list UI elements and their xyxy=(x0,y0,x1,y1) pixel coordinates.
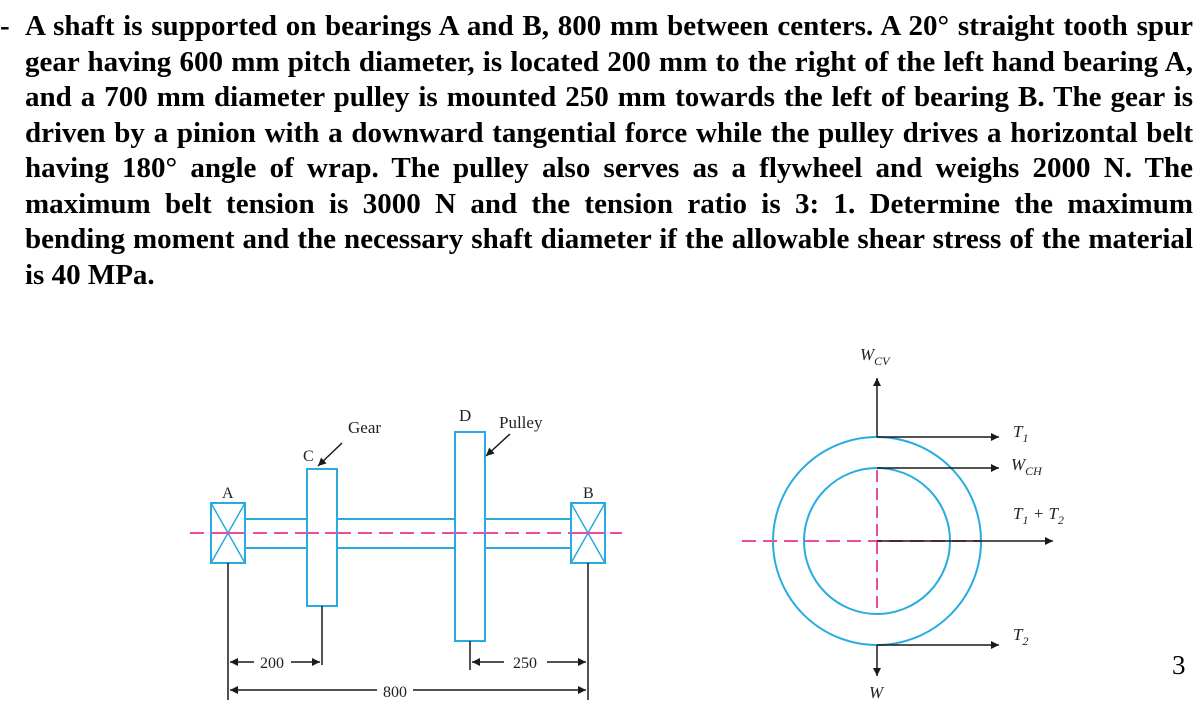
pulley-point-label: D xyxy=(459,406,472,425)
shaft-diagram xyxy=(190,406,622,701)
pulley-label: Pulley xyxy=(499,413,543,432)
bearing-a-symbol xyxy=(211,503,245,563)
w-cv-label: $W_{CV}$ xyxy=(860,345,890,368)
gear-label: Gear xyxy=(348,418,382,437)
problem-dash: - xyxy=(0,10,10,42)
dim-pulley-offset: 250 xyxy=(513,655,537,672)
dim-span: 800 xyxy=(383,684,407,701)
problem-text: A shaft is supported on bearings A and B, 800 mm between centers. A 20° straight tooth spur gear having 600 mm pitch diameter, is located 200 mm to the right of the left hand bearing A, and a 700 mm diameter pulley is mounted 250 mm towards the left of bearing B. The gear is driven by a pinion with a downward tangential force while the pulley drives a horizontal belt having 180° angle of wrap. The pulley also serves as a flywheel and weighs 2000 N. The maximum belt tension is 3000 N and the tension ratio is 3: 1. Determine the maximum bending moment and the necessary shaft diameter if the allowable shear stress of the material is 40 MPa. xyxy=(25,10,1193,291)
pulley-force-diagram xyxy=(742,345,1064,702)
w-ch-label: $W_{CH}$ xyxy=(1011,455,1042,478)
gear-leader-line xyxy=(318,443,342,466)
t1-label: $T_1$ xyxy=(1013,422,1029,445)
t2-label: $T_2$ xyxy=(1013,625,1029,648)
w-label: W xyxy=(869,683,884,702)
bearing-b-symbol xyxy=(571,503,605,563)
gear-point-label: C xyxy=(303,448,314,465)
pulley-body xyxy=(455,432,485,641)
gear-body xyxy=(307,469,337,606)
bearing-a-label: A xyxy=(222,485,234,502)
dim-gear-offset: 200 xyxy=(260,655,284,672)
bearing-b-label: B xyxy=(583,485,594,502)
page-number: 3 xyxy=(1172,650,1186,680)
t1-plus-t2-label: $T_1 + T_2$ xyxy=(1013,504,1064,527)
pulley-leader-line xyxy=(486,434,510,456)
